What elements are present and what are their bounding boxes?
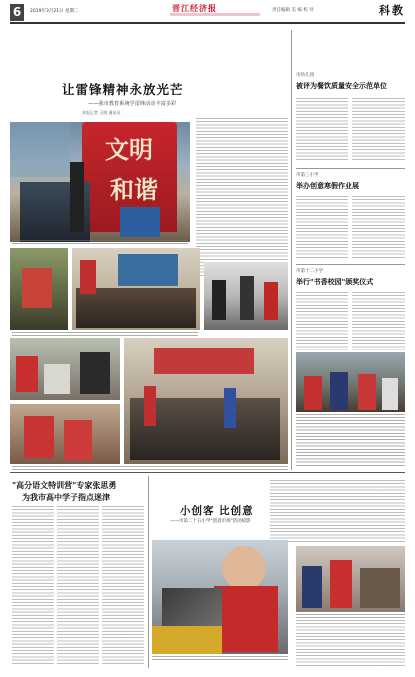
certificate xyxy=(382,378,398,410)
masthead: 晋江经济报 xyxy=(172,3,217,13)
lead-photo-4 xyxy=(204,262,288,330)
side-story-1-kicker: 市幼儿园 xyxy=(296,73,314,78)
side-story-2-body-col1 xyxy=(296,196,348,260)
banner-word-2: 和谐 xyxy=(110,175,158,204)
side-story-3-title: 举行"书香校园"颁奖仪式 xyxy=(296,278,374,286)
bottom-band-rule xyxy=(10,472,405,473)
figure-dark-2 xyxy=(240,276,254,320)
volunteer-3 xyxy=(24,416,54,458)
lead-photo-caption xyxy=(12,240,188,244)
side-photo-caption xyxy=(296,414,405,418)
bottom-left-title-line2: 为我市高中学子指点迷津 xyxy=(22,493,110,502)
bottom-story-body-lower xyxy=(296,620,405,666)
lead-photo-7 xyxy=(124,338,288,464)
lead-photo-6 xyxy=(10,404,120,464)
figure-blue xyxy=(224,388,236,428)
figure-red-vest xyxy=(22,268,52,308)
classroom-students xyxy=(76,288,196,328)
figure-dark-1 xyxy=(212,280,226,320)
volunteer-4 xyxy=(64,420,92,460)
bottom-story-body-top xyxy=(270,480,405,544)
lead-story-subtitle: ——我市教育系统学雷锋活动丰富多彩 xyxy=(88,101,177,107)
banner-word-1: 文明 xyxy=(105,135,153,164)
student-figure xyxy=(70,162,84,232)
bottom-left-body-col3 xyxy=(102,506,144,666)
lead-photo-5 xyxy=(10,338,120,400)
event-banner xyxy=(154,348,254,374)
lead-photo-3 xyxy=(72,248,200,330)
bottom-column-rule xyxy=(148,476,149,668)
bottom-left-title-line1: "高分语文特训营"专家张思勇 xyxy=(12,481,117,490)
page-number: 6 xyxy=(10,4,24,21)
bottom-story-subtitle: ——市第二十五小学"创意市场"活动掠影 xyxy=(170,519,251,524)
side-story-2-title: 举办创意寒假作业展 xyxy=(296,182,359,190)
volunteer-2 xyxy=(80,352,110,394)
lead-article-body xyxy=(196,118,288,276)
yellow-item xyxy=(152,626,222,654)
classroom-screen xyxy=(118,254,178,286)
volunteer-1 xyxy=(16,356,38,392)
page-header xyxy=(10,0,405,30)
lead-story-byline: 本报记者 王晓 通讯员 xyxy=(82,110,121,115)
side-story-2-kicker: 市第三小学 xyxy=(296,173,319,178)
award-student-1 xyxy=(304,376,322,410)
lead-photo-main xyxy=(10,122,190,242)
header-rule xyxy=(10,22,405,24)
award-student-2 xyxy=(330,372,348,410)
bottom-photo-main xyxy=(152,540,288,654)
bottom-left-body-col2 xyxy=(57,506,99,666)
side-story-2-body-col2 xyxy=(352,196,405,260)
side-story-3-body-col1 xyxy=(296,292,348,350)
side-story-3-photo xyxy=(296,352,405,412)
market-child-2 xyxy=(330,560,352,608)
teacher-figure xyxy=(80,260,96,294)
side-story-1-title: 被评为餐饮质量安全示范单位 xyxy=(296,82,387,90)
side-story-1-body-col2 xyxy=(352,98,405,162)
side-rule-1 xyxy=(296,168,405,169)
lower-photos-caption xyxy=(12,466,288,470)
bottom-photo-main-caption xyxy=(152,656,288,660)
award-student-3 xyxy=(358,374,376,410)
bottom-photo-2 xyxy=(296,546,405,612)
editors-line: 责任编辑 美 编 校 对 xyxy=(272,8,314,13)
side-story-3-body-col2 xyxy=(352,292,405,350)
side-story-1-body-col1 xyxy=(296,98,348,162)
child-red-jacket xyxy=(214,586,278,652)
side-extra-body xyxy=(296,420,405,466)
lead-story-title: 让雷锋精神永放光芒 xyxy=(62,82,184,97)
market-stall xyxy=(360,568,400,608)
bottom-story-title: 小创客 比创意 xyxy=(180,505,254,517)
model-ship xyxy=(162,588,222,628)
bottom-left-body-col1 xyxy=(12,506,54,666)
child-face xyxy=(222,546,266,590)
paper-sign xyxy=(44,364,70,394)
lead-photo-2 xyxy=(10,248,68,330)
issue-date: 2019年3月21日 星期二 xyxy=(30,9,79,14)
masthead-underline xyxy=(170,13,260,16)
bottom-photo-2-caption xyxy=(296,614,405,618)
figure-red xyxy=(264,282,278,320)
section-name: 科教 xyxy=(379,4,405,17)
market-child-1 xyxy=(302,566,322,608)
side-story-3-kicker: 市第十二小学 xyxy=(296,269,323,274)
figure-red-2 xyxy=(144,386,156,426)
side-rule-2 xyxy=(296,264,405,265)
column-rule xyxy=(291,30,292,470)
student-jacket xyxy=(120,207,160,237)
sky-patch xyxy=(10,122,70,177)
lead-photos-caption xyxy=(12,332,198,336)
